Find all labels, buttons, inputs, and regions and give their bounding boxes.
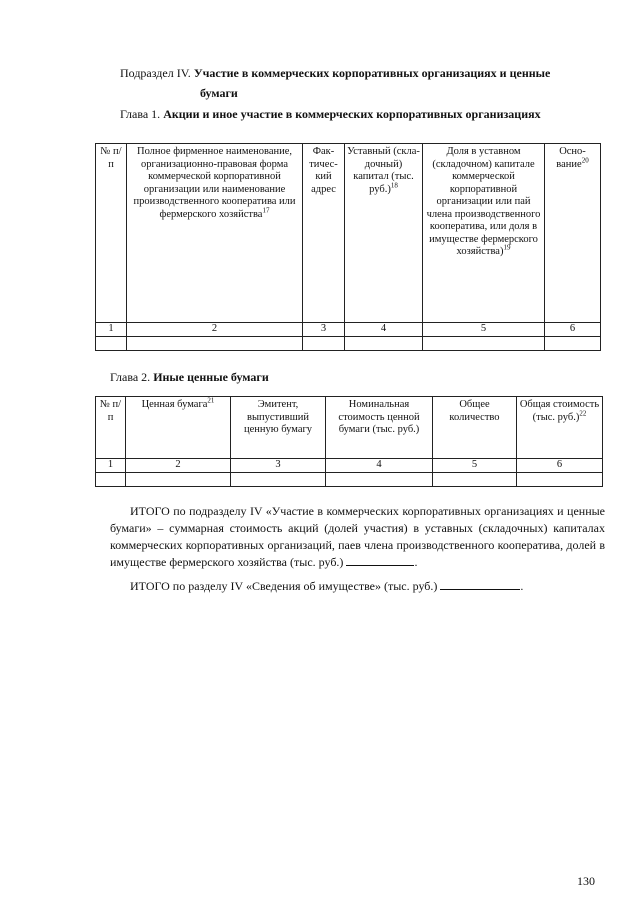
subsection-title-line1: Участие в коммерческих корпоративных организациях и ценные	[193, 66, 551, 80]
chapter1-empty-row	[96, 337, 601, 351]
ch1-header-cell: № п/п	[96, 144, 127, 323]
chapter1-heading	[120, 107, 541, 122]
column-number: 6	[545, 323, 601, 337]
column-number: 5	[433, 459, 517, 473]
chapter2-header-row	[96, 397, 603, 459]
empty-cell	[433, 473, 517, 487]
subsection-total-text: ИТОГО по подразделу IV «Участие в коммерческих корпоративных организациях и ценные бумаги» – суммарная стоимость акций (долей участия) в уставных (складочных) капиталах коммерческих корпоративных организаций, паев члена производственного кооператива, долей в имуществе фермерского хозяйства (тыс. руб.)	[110, 504, 605, 569]
subsection-total-blank[interactable]	[346, 554, 414, 566]
chapter2-table	[95, 396, 603, 487]
column-number: 4	[326, 459, 433, 473]
page-number: 130	[577, 874, 595, 888]
chapter1-table	[95, 143, 601, 351]
ch1-header-cell: Фак-тичес-кий адрес	[303, 144, 345, 323]
ch1-header-cell: Доля в уставном (складочном) капитале коммерческой корпоративной организации или пай члена производственного кооператива, или доля в имуществе фермерского хозяйства)$^{19}$	[423, 144, 545, 323]
empty-cell	[423, 337, 545, 351]
empty-cell	[326, 473, 433, 487]
subsection-total-paragraph	[110, 503, 605, 571]
column-number: 1	[96, 459, 126, 473]
ch1-header-cell: Уставный (скла-дочный) капитал (тыс. руб.)$^{18}$	[345, 144, 423, 323]
end-mark: .	[414, 555, 418, 569]
column-number: 3	[231, 459, 326, 473]
ch2-header-cell: № п/п	[96, 397, 126, 459]
ch2-header-cell: Ценная бумага$^{21}$	[126, 397, 231, 459]
section-total-blank[interactable]	[440, 578, 520, 590]
chapter2-empty-row	[96, 473, 603, 487]
chapter2-heading	[110, 370, 269, 385]
column-number: 2	[126, 459, 231, 473]
empty-cell	[545, 337, 601, 351]
section-total-paragraph	[110, 578, 605, 595]
ch2-header-cell: Общее количество	[433, 397, 517, 459]
ch2-header-cell: Номинальная стоимость ценной бумаги (тыс. руб.)	[326, 397, 433, 459]
section-total-text: ИТОГО по разделу IV «Сведения об имуществе» (тыс. руб.)	[130, 579, 438, 593]
end-mark: .	[520, 579, 524, 593]
ch2-header-cell: Общая стоимость (тыс. руб.)$^{22}$	[517, 397, 603, 459]
chapter1-prefix: Глава 1.	[120, 107, 161, 121]
empty-cell	[345, 337, 423, 351]
subsection-title-line2: бумаги	[200, 86, 238, 100]
chapter2-number-row	[96, 459, 603, 473]
empty-cell	[96, 337, 127, 351]
subsection-prefix: Подраздел IV.	[120, 66, 191, 80]
ch1-header-cell: Полное фирменное наименование, организационно-правовая форма коммерческой корпоративной организации или наименование производственного кооператива или фермерского хозяйства$^{17}$	[127, 144, 303, 323]
empty-cell	[126, 473, 231, 487]
ch1-header-cell: Осно-вание$^{20}$	[545, 144, 601, 323]
chapter2-title: Иные ценные бумаги	[153, 370, 269, 384]
ch2-header-cell: Эмитент, выпустивший ценную бумагу	[231, 397, 326, 459]
subsection-heading	[120, 63, 610, 103]
empty-cell	[96, 473, 126, 487]
empty-cell	[517, 473, 603, 487]
column-number: 3	[303, 323, 345, 337]
empty-cell	[127, 337, 303, 351]
column-number: 5	[423, 323, 545, 337]
chapter1-header-row	[96, 144, 601, 323]
empty-cell	[231, 473, 326, 487]
column-number: 4	[345, 323, 423, 337]
chapter1-number-row	[96, 323, 601, 337]
chapter2-prefix: Глава 2.	[110, 370, 151, 384]
empty-cell	[303, 337, 345, 351]
chapter1-title: Акции и иное участие в коммерческих корпоративных организациях	[163, 107, 541, 121]
column-number: 6	[517, 459, 603, 473]
column-number: 2	[127, 323, 303, 337]
column-number: 1	[96, 323, 127, 337]
